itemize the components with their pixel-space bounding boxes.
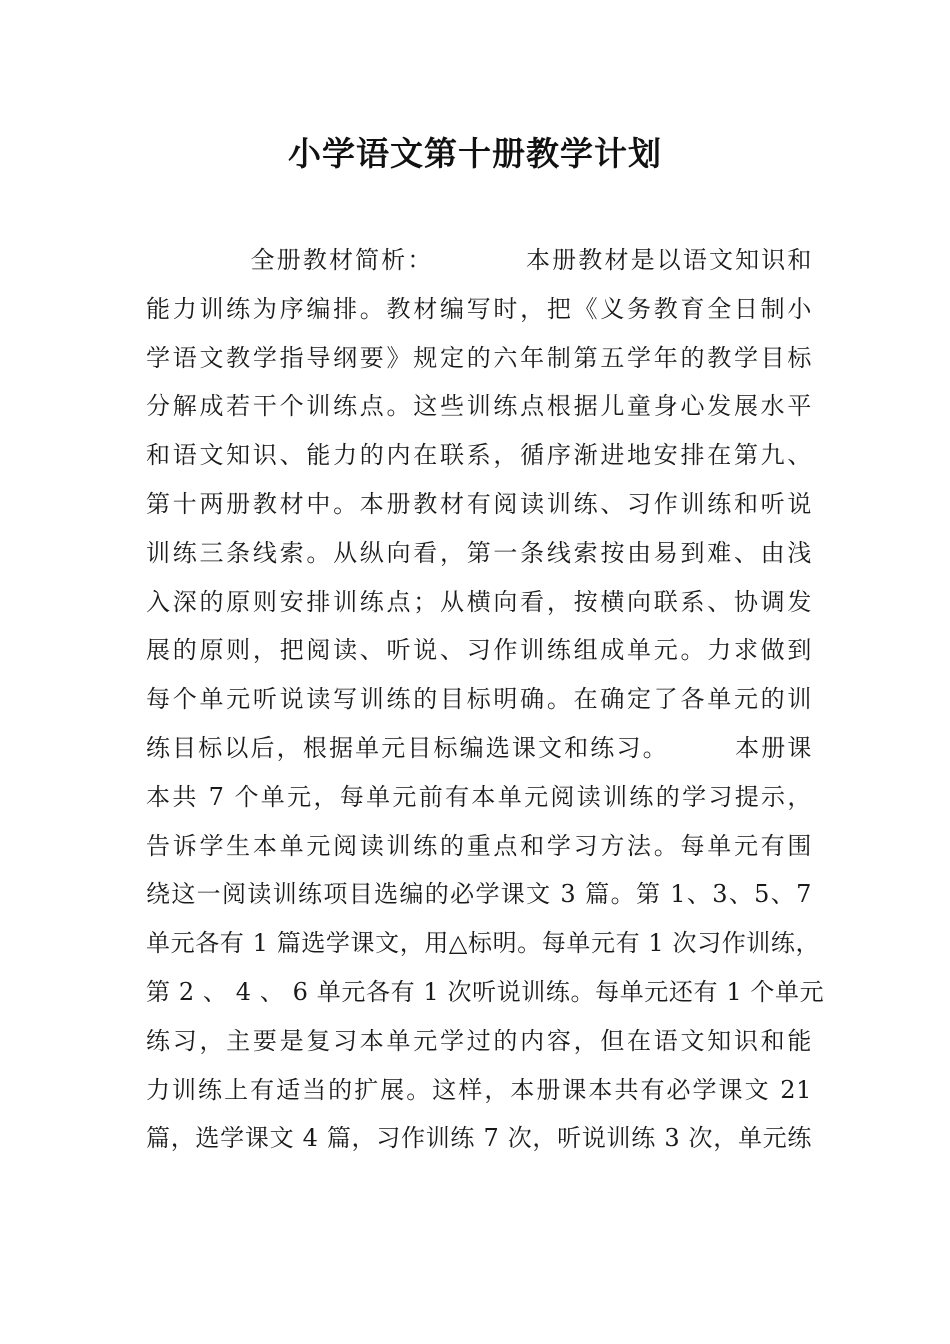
paragraph-line: 展的原则，把阅读、听说、习作训练组成单元。力求做到 [146, 636, 812, 665]
paragraph-line: 篇，选学课文 4 篇，习作训练 7 次，听说训练 3 次，单元练 [146, 1124, 812, 1153]
document-body [146, 236, 825, 1163]
paragraph-line: 告诉学生本单元阅读训练的重点和学习方法。每单元有围 [146, 831, 812, 860]
paragraph-line: 练习，主要是复习本单元学过的内容，但在语文知识和能 [146, 1026, 812, 1055]
document-title: 小学语文第十册教学计划 [288, 134, 662, 173]
paragraph-line: 练目标以后，根据单元目标编选课文和练习。 本册课 [146, 733, 812, 762]
paragraph-line: 力训练上有适当的扩展。这样，本册课本共有必学课文 21 [146, 1075, 812, 1104]
paragraph-line: 和语文知识、能力的内在联系，循序渐进地安排在第九、 [146, 441, 812, 470]
paragraph-line: 第 2 、 4 、 6 单元各有 1 次听说训练。每单元还有 1 个单元 [146, 977, 825, 1006]
paragraph-line: 绕这一阅读训练项目选编的必学课文 3 篇。第 1、3、5、7 [146, 880, 812, 909]
paragraph-line: 能力训练为序编排。教材编写时，把《义务教育全日制小 [146, 294, 812, 323]
paragraph-line: 单元各有 1 篇选学课文，用△标明。每单元有 1 次习作训练， [146, 929, 821, 958]
paragraph-line: 入深的原则安排训练点；从横向看，按横向联系、协调发 [146, 587, 812, 616]
paragraph-line: 分解成若干个训练点。这些训练点根据儿童身心发展水平 [146, 392, 812, 421]
paragraph-line: 训练三条线索。从纵向看，第一条线索按由易到难、由浅 [146, 538, 812, 567]
paragraph-line: 学语文教学指导纲要》规定的六年制第五学年的教学目标 [146, 343, 812, 372]
paragraph-line: 全册教材简析： 本册教材是以语文知识和 [146, 246, 812, 274]
paragraph-line: 第十两册教材中。本册教材有阅读训练、习作训练和听说 [146, 489, 812, 518]
paragraph-line: 本共 7 个单元，每单元前有本单元阅读训练的学习提示， [146, 782, 812, 811]
paragraph-line: 每个单元听说读写训练的目标明确。在确定了各单元的训 [146, 685, 812, 714]
